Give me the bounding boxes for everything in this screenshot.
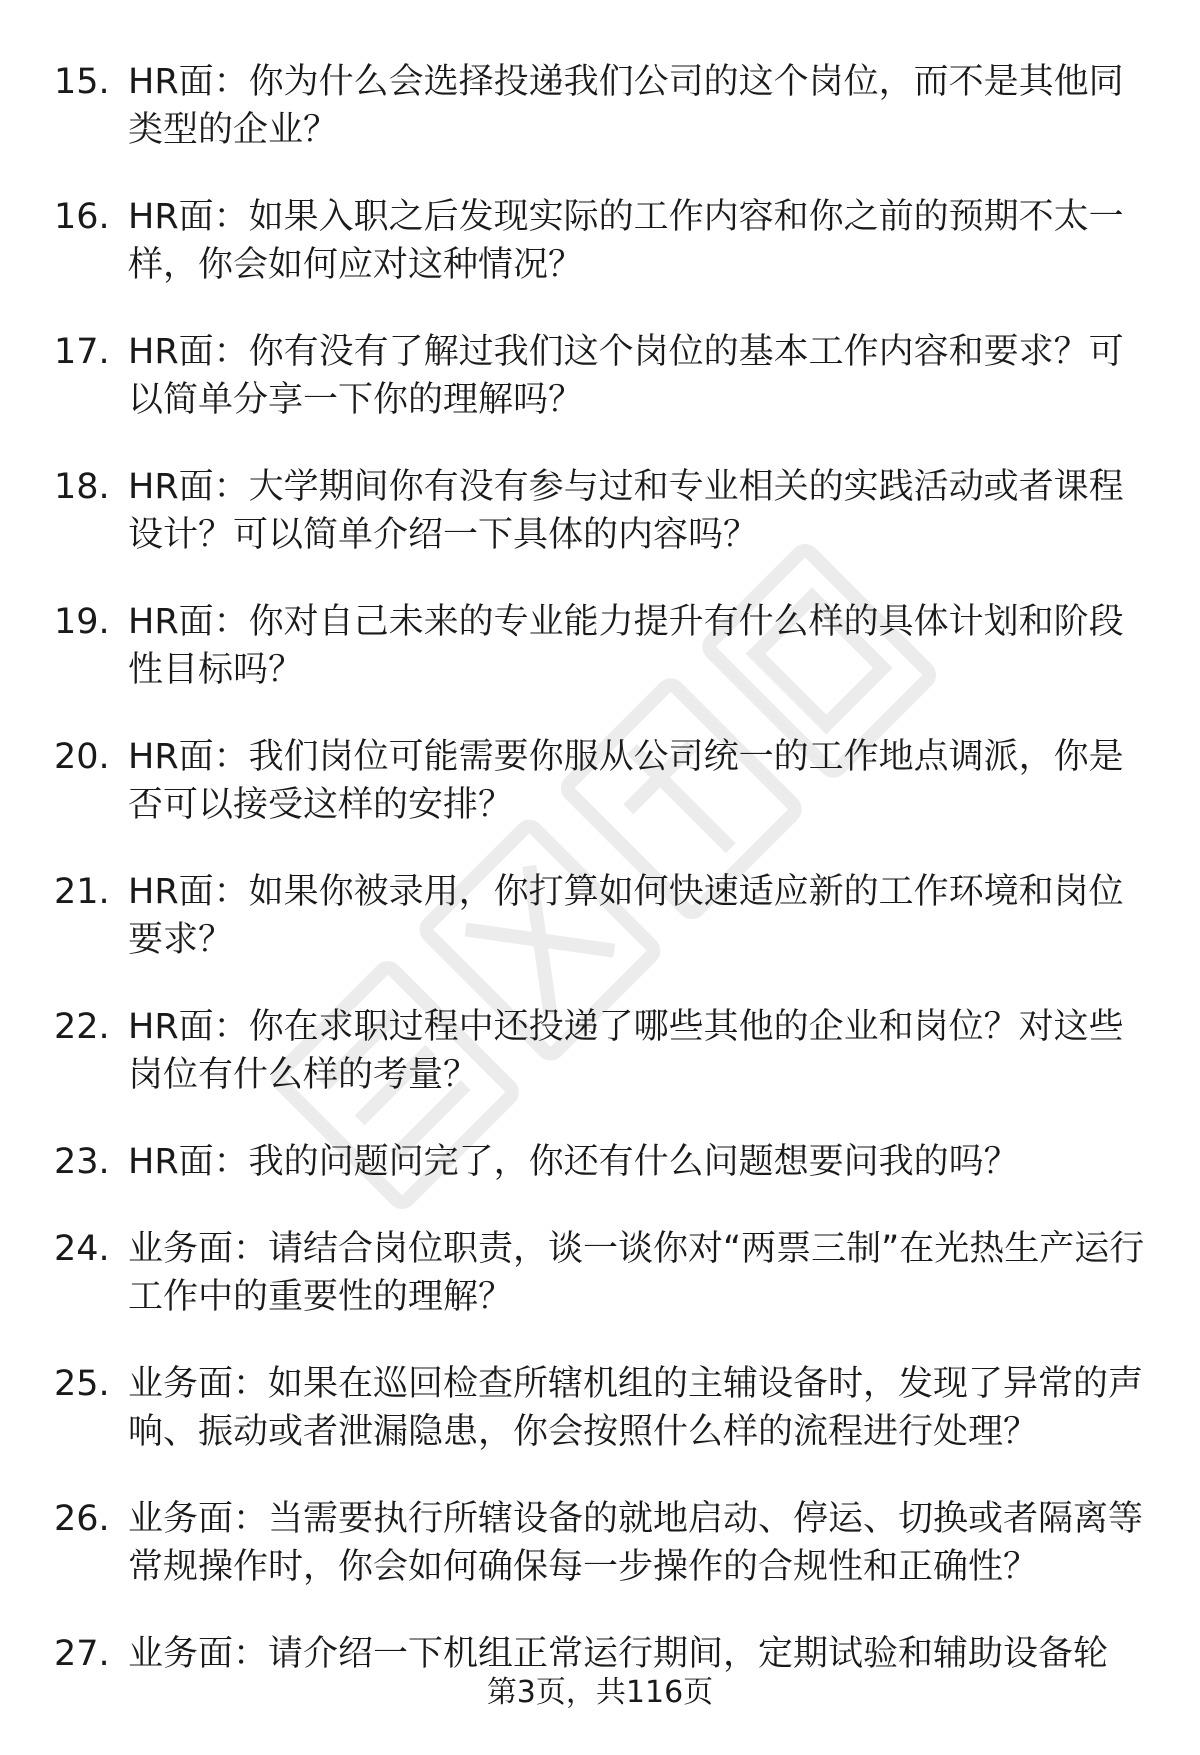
question-list — [54, 58, 1154, 1717]
list-item — [54, 1138, 1154, 1186]
question-text: 业务面：请结合岗位职责，谈一谈你对“两票三制”在光热生产运行工作中的重要性的理解？ — [128, 1229, 1145, 1317]
question-text: 业务面：请介绍一下机组正常运行期间，定期试验和辅助设备轮 — [128, 1634, 1109, 1674]
question-text: 业务面：当需要执行所辖设备的就地启动、停运、切换或者隔离等常规操作时，你会如何确保每一步操作的合规性和正确性？ — [128, 1499, 1144, 1587]
question-number: 26. — [54, 1499, 110, 1539]
list-item — [54, 1630, 1154, 1678]
question-number: 24. — [54, 1229, 110, 1269]
page-number-label: 第3页，共116页 — [486, 1675, 714, 1710]
question-text: HR面：你对自己未来的专业能力提升有什么样的具体计划和阶段性目标吗？ — [128, 602, 1124, 690]
question-text: HR面：你在求职过程中还投递了哪些其他的企业和岗位？对这些岗位有什么样的考量？ — [128, 1007, 1124, 1095]
question-number: 18. — [54, 467, 110, 507]
list-item — [54, 193, 1154, 289]
question-text: HR面：大学期间你有没有参与过和专业相关的实践活动或者课程设计？可以简单介绍一下具体的内容吗？ — [128, 467, 1124, 555]
question-number: 21. — [54, 872, 110, 912]
question-number: 16. — [54, 197, 110, 237]
question-number: 17. — [54, 332, 110, 372]
question-number: 22. — [54, 1007, 110, 1047]
list-item — [54, 58, 1154, 154]
question-text: 业务面：如果在巡回检查所辖机组的主辅设备时，发现了异常的声响、振动或者泄漏隐患，你会按照什么样的流程进行处理？ — [128, 1364, 1144, 1452]
question-number: 20. — [54, 737, 110, 777]
list-item — [54, 733, 1154, 829]
list-item — [54, 463, 1154, 559]
question-text: HR面：如果入职之后发现实际的工作内容和你之前的预期不太一样，你会如何应对这种情况？ — [128, 197, 1124, 285]
question-number: 15. — [54, 62, 110, 102]
list-item — [54, 598, 1154, 694]
list-item — [54, 868, 1154, 964]
question-text: HR面：你为什么会选择投递我们公司的这个岗位，而不是其他同类型的企业？ — [128, 62, 1124, 150]
page-footer — [0, 1673, 1200, 1713]
question-number: 25. — [54, 1364, 110, 1404]
list-item — [54, 328, 1154, 424]
question-text: HR面：我的问题问完了，你还有什么问题想要问我的吗？ — [128, 1142, 1019, 1182]
question-number: 19. — [54, 602, 110, 642]
list-item — [54, 1360, 1154, 1456]
list-item — [54, 1225, 1154, 1321]
list-item — [54, 1495, 1154, 1591]
question-text: HR面：如果你被录用，你打算如何快速适应新的工作环境和岗位要求？ — [128, 872, 1124, 960]
question-number: 27. — [54, 1634, 110, 1674]
question-number: 23. — [54, 1142, 110, 1182]
list-item — [54, 1003, 1154, 1099]
question-text: HR面：你有没有了解过我们这个岗位的基本工作内容和要求？可以简单分享一下你的理解吗？ — [128, 332, 1124, 420]
question-text: HR面：我们岗位可能需要你服从公司统一的工作地点调派，你是否可以接受这样的安排？ — [128, 737, 1124, 825]
